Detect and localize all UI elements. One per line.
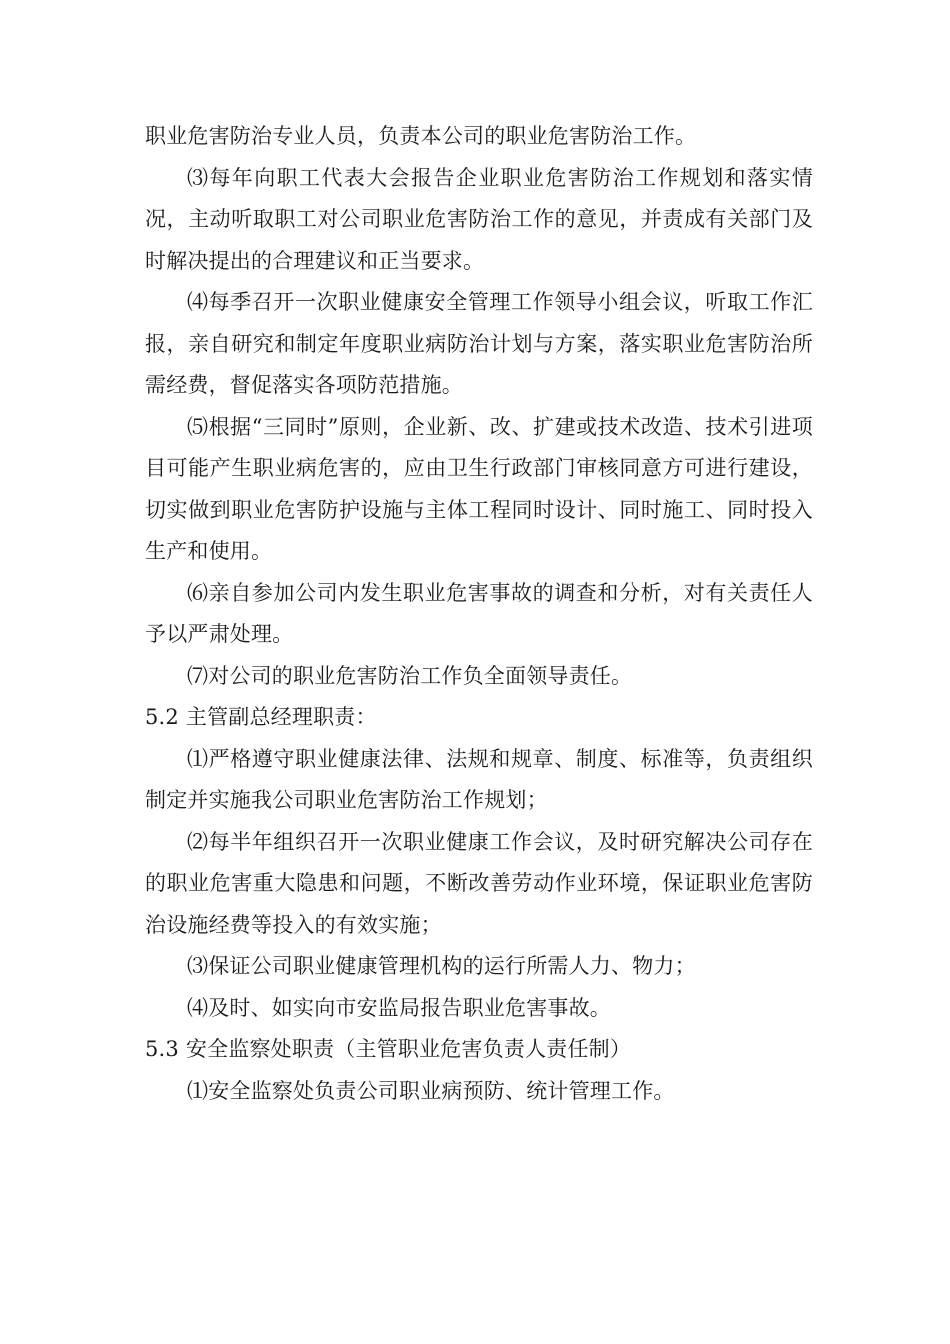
paragraph-item-6-investigation: ⑹亲自参加公司内发生职业危害事故的调查和分析，对有关责任人予以严肃处理。	[145, 580, 813, 646]
paragraph-item-7-responsibility: ⑺对公司的职业危害防治工作负全面领导责任。	[187, 663, 633, 688]
paragraph-5-2-item-1: ⑴严格遵守职业健康法律、法规和规章、制度、标准等，负责组织制定并实施我公司职业危害防治工作规划；	[145, 746, 813, 812]
paragraph-item-4-meeting: ⑷每季召开一次职业健康安全管理工作领导小组会议，听取工作汇报，亲自研究和制定年度职业病防治计划与方案，落实职业危害防治所需经费，督促落实各项防范措施。	[145, 290, 813, 397]
paragraph-5-2-item-3: ⑶保证公司职业健康管理机构的运行所需人力、物力；	[187, 954, 696, 978]
paragraph-5-2-item-4: ⑷及时、如实向市安监局报告职业危害事故。	[187, 995, 611, 1020]
paragraph-5-3-item-1: ⑴安全监察处负责公司职业病预防、统计管理工作。	[187, 1078, 675, 1103]
section-heading-5-2: 5.2 主管副总经理职责：	[145, 705, 377, 729]
section-heading-5-3: 5.3 安全监察处职责（主管职业危害负责人责任制）	[145, 1037, 632, 1061]
paragraph-5-2-item-2: ⑵每半年组织召开一次职业健康工作会议，及时研究解决公司存在的职业危害重大隐患和问题，不断改善劳动作业环境，保证职业危害防治设施经费等投入的有效实施；	[145, 829, 813, 937]
paragraph-item-5-three-simultaneous: ⑸根据“三同时”原则，企业新、改、扩建或技术改造、技术引进项目可能产生职业病危害的，应由卫生行政部门审核同意方可进行建设，切实做到职业危害防护设施与主体工程同时设计、同时施工、同时投入生产和使用。	[145, 414, 813, 563]
paragraph-continuation: 职业危害防治专业人员，负责本公司的职业危害防治工作。	[145, 124, 697, 148]
document-body	[145, 116, 813, 1112]
paragraph-item-3-report: ⑶每年向职工代表大会报告企业职业危害防治工作规划和落实情况，主动听取职工对公司职业危害防治工作的意见，并责成有关部门及时解决提出的合理建议和正当要求。	[145, 165, 813, 273]
